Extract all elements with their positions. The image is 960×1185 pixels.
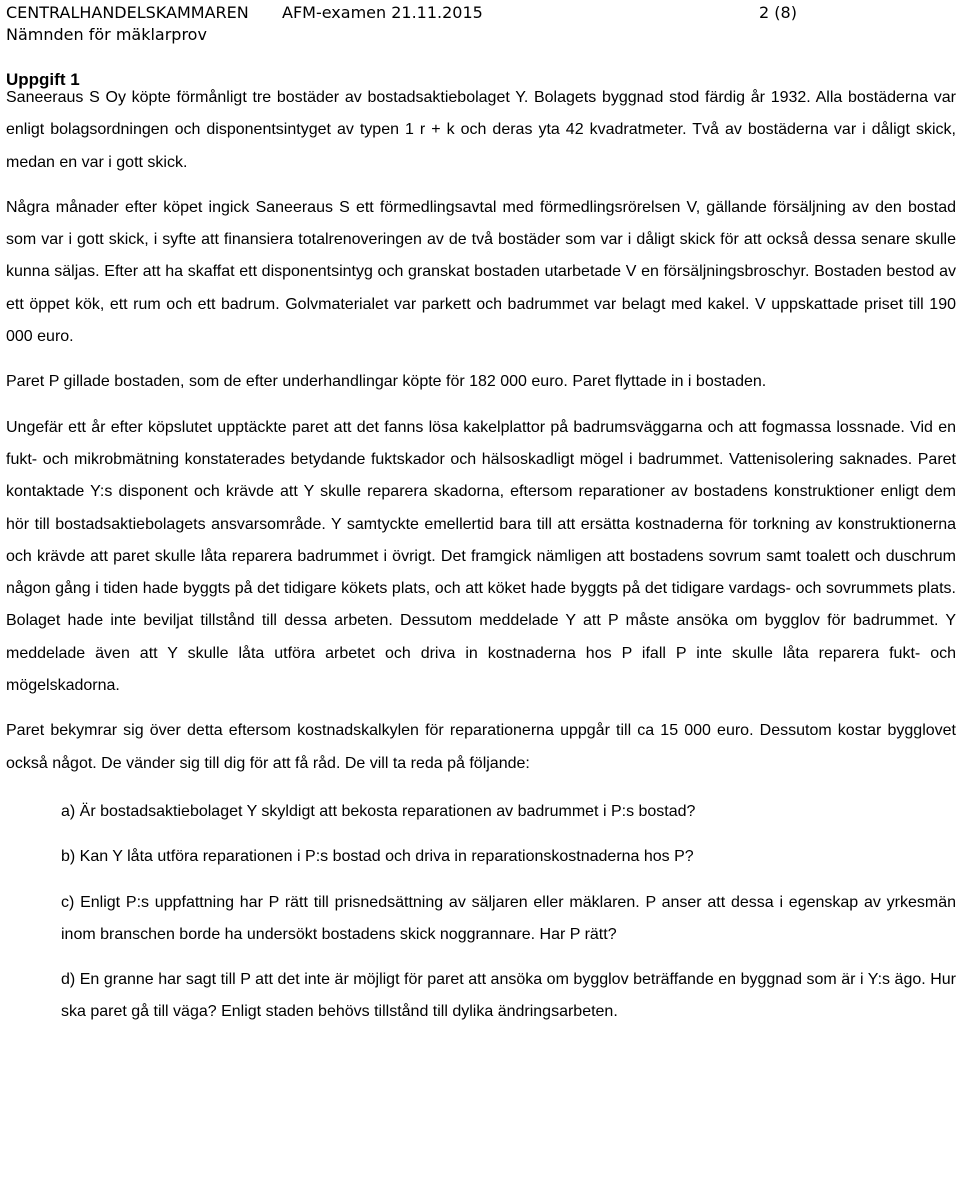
header-bottom-row: [6, 24, 956, 46]
paragraph-purchase: Saneeraus S Oy köpte förmånligt tre bostäder av bostadsaktiebolaget Y. Bolagets byggnad stod färdig år 1932. Alla bostäderna var enligt bolagsordningen och disponentsintyget av typen 1 r + k och deras yta 42 kvadratmeter. Två av bostäderna var i dåligt skick, medan en var i gott skick.: [6, 89, 956, 171]
header-top-row: [6, 2, 956, 24]
paragraph-brokerage: Några månader efter köpet ingick Saneeraus S ett förmedlingsavtal med förmedlingsrörelsen V, gällande försäljning av den bostad som var i gott skick, i syfte att finansiera totalrenoveringen av de två bostäder som var i dåligt skick för att också dessa senare skulle kunna säljas. Efter att ha skaffat ett disponentsintyg och granskat bostaden utarbetade V en försäljningsbroschyr. Bostaden bestod av ett öppet kök, ett rum och ett badrum. Golvmaterialet var parkett och badrummet var belagt med kakel. V uppskattade priset till 190 000 euro.: [6, 198, 956, 346]
task-title: Uppgift 1: [6, 70, 80, 89]
exam-title: AFM-examen 21.11.2015: [282, 3, 483, 22]
paragraph-sale: Paret P gillade bostaden, som de efter underhandlingar köpte för 182 000 euro. Paret flyttade in i bostaden.: [6, 373, 767, 391]
page-number: 2 (8): [759, 3, 797, 22]
question-c: c) Enligt P:s uppfattning har P rätt till prisnedsättning av säljaren eller mäklaren. P anser att dessa i egenskap av yrkesmän inom branschen borde ha undersökt bostadens skick noggrannare. Har P rätt?: [61, 893, 956, 943]
question-d: d) En granne har sagt till P att det inte är möjligt för paret att ansöka om bygglov beträffande en byggnad som är i Y:s ägo. Hur ska paret gå till väga? Enligt staden behövs tillstånd till dylika ändringsarbeten.: [61, 971, 956, 1021]
question-a: a) Är bostadsaktiebolaget Y skyldigt att bekosta reparationen av badrummet i P:s bostad?: [61, 802, 696, 820]
paragraph-concern: Paret bekymrar sig över detta eftersom kostnadskalkylen för reparationerna uppgår till ca 15 000 euro. Dessutom kostar bygglovet också något. De vänder sig till dig för att få råd. De vill ta reda på följande:: [6, 722, 956, 772]
committee-name: Nämnden för mäklarprov: [6, 25, 207, 44]
question-list: [6, 796, 956, 1029]
page-header: [6, 2, 956, 46]
question-b: b) Kan Y låta utföra reparationen i P:s bostad och driva in reparationskostnaderna hos P?: [61, 848, 694, 866]
organization-name: CENTRALHANDELSKAMMAREN: [6, 3, 249, 22]
paragraph-damage: Ungefär ett år efter köpslutet upptäckte paret att det fanns lösa kakelplattor på badrumsväggarna och att fogmassa lossnade. Vid en fukt- och mikrobmätning konstaterades betydande fuktskador och hälsoskadligt mögel i badrummet. Vattenisolering saknades. Paret kontaktade Y:s disponent och krävde att Y skulle reparera skadorna, eftersom reparationer av bostadens konstruktioner enligt dem hör till bostadsaktiebolagets ansvarsområde. Y samtyckte emellertid bara till att ersätta kostnaderna för torkning av konstruktionerna och krävde att paret skulle låta reparera badrummet i övrigt. Det framgick nämligen att bostadens sovrum samt toalett och duschrum någon gång i tiden hade byggts på det tidigare kökets plats, och att köket hade byggts på det tidigare vardags- och sovrummets plats. Bolaget hade inte beviljat tillstånd till dessa arbeten. Dessutom meddelade Y att P måste ansöka om bygglov för badrummet. Y meddelade även att Y skulle låta utföra arbetet och driva in kostnaderna hos P ifall P inte skulle låta reparera fukt- och mögelskadorna.: [6, 418, 956, 695]
task-body: [6, 82, 956, 1042]
